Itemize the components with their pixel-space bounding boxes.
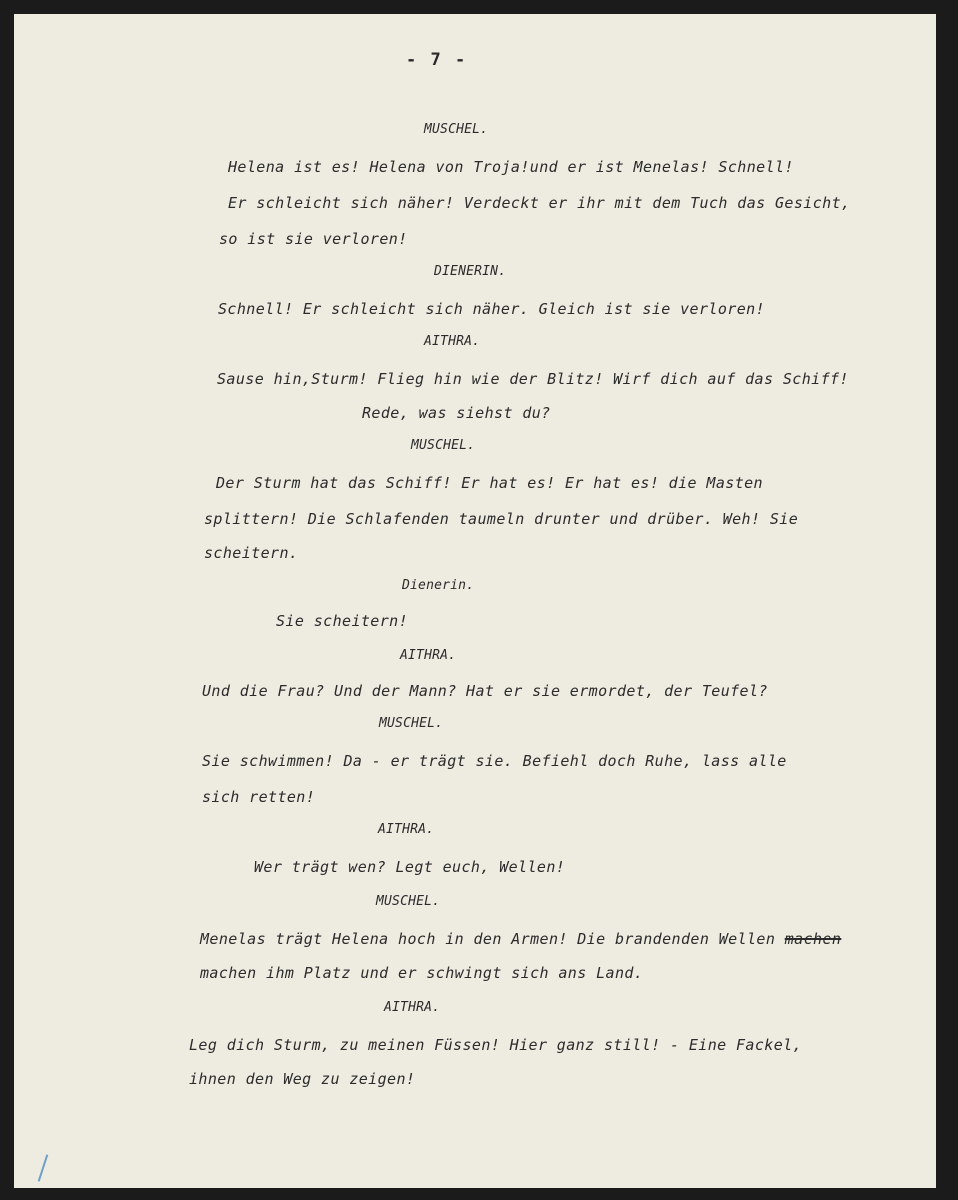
- dialogue-line: Sause hin,Sturm! Flieg hin wie der Blitz! Wirf dich auf das Schiff!: [217, 370, 849, 388]
- speaker-heading: MUSCHEL.: [424, 122, 489, 137]
- speaker-heading: AITHRA.: [378, 822, 435, 837]
- speaker-heading: DIENERIN.: [434, 264, 507, 279]
- dialogue-line: Der Sturm hat das Schiff! Er hat es! Er hat es! die Masten: [216, 474, 763, 492]
- speaker-heading: MUSCHEL.: [411, 438, 476, 453]
- speaker-heading: MUSCHEL.: [379, 716, 444, 731]
- speaker-heading: AITHRA.: [384, 1000, 441, 1015]
- dialogue-line: Wer trägt wen? Legt euch, Wellen!: [254, 858, 566, 876]
- speaker-heading: Dienerin.: [402, 578, 475, 593]
- dialogue-line: splittern! Die Schlafenden taumeln drunter und drüber. Weh! Sie: [204, 510, 799, 528]
- dialogue-line: sich retten!: [202, 788, 316, 806]
- struck-word: machen: [784, 930, 842, 948]
- dialogue-line: Er schleicht sich näher! Verdeckt er ihr mit dem Tuch das Gesicht,: [228, 194, 851, 212]
- dialogue-line: Und die Frau? Und der Mann? Hat er sie ermordet, der Teufel?: [202, 682, 768, 700]
- dialogue-line: scheitern.: [204, 544, 299, 562]
- dialogue-line: Sie scheitern!: [276, 612, 409, 630]
- dialogue-line: Helena ist es! Helena von Troja!und er ist Menelas! Schnell!: [228, 158, 794, 176]
- dialogue-line: [200, 930, 841, 948]
- speaker-heading: AITHRA.: [400, 648, 457, 663]
- speaker-heading: AITHRA.: [424, 334, 481, 349]
- dialogue-text: Menelas trägt Helena hoch in den Armen! Die brandenden Wellen: [200, 930, 776, 948]
- dialogue-line: so ist sie verloren!: [219, 230, 408, 248]
- dialogue-line: Leg dich Sturm, zu meinen Füssen! Hier ganz still! - Eine Fackel,: [189, 1036, 802, 1054]
- page-number: - 7 -: [406, 50, 468, 70]
- pencil-mark: [38, 1154, 49, 1181]
- dialogue-line: machen ihm Platz und er schwingt sich ans Land.: [200, 964, 644, 982]
- dialogue-line: ihnen den Weg zu zeigen!: [189, 1070, 416, 1088]
- speaker-heading: MUSCHEL.: [376, 894, 441, 909]
- dialogue-line: Sie schwimmen! Da - er trägt sie. Befiehl doch Ruhe, lass alle: [202, 752, 787, 770]
- dialogue-line: Schnell! Er schleicht sich näher. Gleich ist sie verloren!: [218, 300, 765, 318]
- document-page: [14, 14, 936, 1188]
- dialogue-line: Rede, was siehst du?: [362, 404, 551, 422]
